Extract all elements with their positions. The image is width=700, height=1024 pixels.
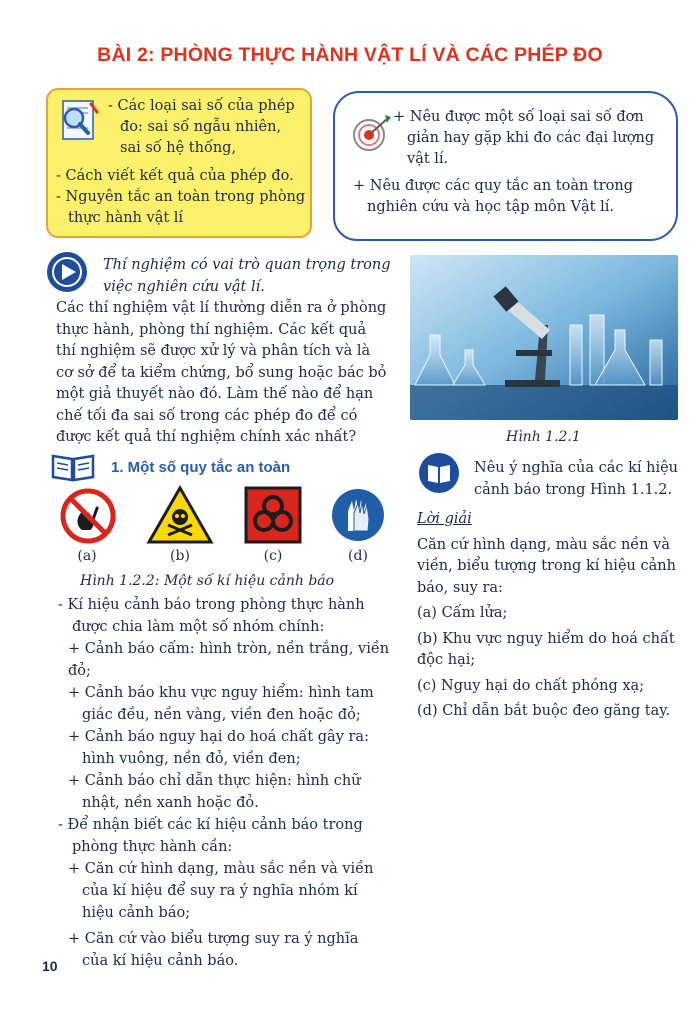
rule-line: hiệu cảnh báo; xyxy=(82,905,191,921)
objectives-box xyxy=(333,91,678,241)
answer-line: báo, suy ra: xyxy=(417,579,503,596)
no-fire-sign-icon xyxy=(60,488,116,544)
lab-photo xyxy=(410,255,678,420)
rule-line: + Cảnh báo nguy hại do hoá chất gây ra: xyxy=(68,729,369,745)
answer-line: viền, biểu tượng trong kí hiệu cảnh xyxy=(417,558,676,574)
play-icon xyxy=(46,251,88,293)
answer-item: độc hại; xyxy=(417,652,476,668)
sign-label: (d) xyxy=(348,548,368,564)
answer-heading: Lời giải xyxy=(417,511,472,527)
section-heading: 1. Một số quy tắc an toàn xyxy=(111,459,291,476)
biohazard-sign-icon xyxy=(244,486,302,544)
answer-item: (b) Khu vực nguy hiểm do hoá chất xyxy=(417,630,675,647)
topic-line: sai số hệ thống, xyxy=(120,140,237,156)
rule-line: của kí hiệu để suy ra ý nghĩa nhóm kí xyxy=(82,883,358,899)
topic-line: đo: sai số ngẫu nhiên, xyxy=(120,119,282,135)
intro-paragraph-line: thí nghiệm sẽ được xử lý và phân tích và là xyxy=(56,343,371,359)
sign-label: (b) xyxy=(170,548,190,564)
page-number: 10 xyxy=(42,958,58,974)
intro-paragraph-line: một giả thuyết nào đó. Làm thế nào để hạn xyxy=(56,386,374,402)
figure-caption: Hình 1.2.2: Một số kí hiệu cảnh báo xyxy=(80,573,335,589)
rule-line: + Cảnh báo chỉ dẫn thực hiện: hình chữ xyxy=(68,773,361,789)
rule-line: + Cảnh báo khu vực nguy hiểm: hình tam xyxy=(68,685,374,701)
objective-line: giản hay gặp khi đo các đại lượng xyxy=(407,130,655,146)
magnifier-document-icon xyxy=(56,98,100,142)
sign-label: (c) xyxy=(263,548,283,564)
question-line: Nêu ý nghĩa của các kí hiệu xyxy=(474,460,679,476)
intro-paragraph-line: thực hành, phòng thí nghiệm. Các kết quả xyxy=(56,321,367,338)
rule-line: + Căn cứ hình dạng, màu sắc nền và viền xyxy=(68,861,374,877)
gloves-required-sign-icon xyxy=(330,487,386,543)
rule-line: hình vuông, nền đỏ, viền đen; xyxy=(82,751,301,767)
book-icon xyxy=(50,452,96,482)
intro-lead: Thí nghiệm có vai trò quan trọng trong xyxy=(103,257,391,273)
intro-paragraph-line: cơ sở để ta kiểm chứng, bổ sung hoặc bác bỏ xyxy=(56,364,387,381)
rule-line: được chia làm một số nhóm chính: xyxy=(72,619,325,635)
sign-label: (a) xyxy=(77,548,97,564)
rule-line: + Cảnh báo cấm: hình tròn, nền trắng, viền đỏ; xyxy=(68,641,390,679)
intro-paragraph-line: chế tối đa sai số trong các phép đo để có xyxy=(56,407,358,424)
answer-line: Căn cứ hình dạng, màu sắc nền và xyxy=(417,536,670,553)
objective-line: + Nêu được một số loại sai số đơn xyxy=(393,109,644,125)
page-title: BÀI 2: PHÒNG THỰC HÀNH VẬT LÍ VÀ CÁC PHÉP ĐO xyxy=(97,44,603,66)
rule-line: - Để nhận biết các kí hiệu cảnh báo trong xyxy=(58,817,363,833)
rule-line: nhật, nền xanh hoặc đỏ. xyxy=(82,795,259,811)
objective-line: + Nêu được các quy tắc an toàn trong xyxy=(353,178,634,194)
question-book-icon xyxy=(418,452,460,494)
answer-item: (a) Cấm lửa; xyxy=(417,605,508,621)
answer-item: (d) Chỉ dẫn bắt buộc đeo găng tay. xyxy=(417,703,671,719)
rule-line: của kí hiệu cảnh báo. xyxy=(82,953,239,969)
question-line: cảnh báo trong Hình 1.1.2. xyxy=(474,481,673,498)
topic-line: - Các loại sai số của phép xyxy=(108,98,295,114)
intro-paragraph-line: được kết quả thí nghiệm chính xác nhất? xyxy=(56,429,357,445)
objective-line: nghiên cứu và học tập môn Vật lí. xyxy=(367,199,615,215)
topic-line: - Cách viết kết quả của phép đo. xyxy=(56,168,294,184)
answer-item: (c) Nguy hại do chất phóng xạ; xyxy=(417,677,645,694)
figure-caption: Hình 1.2.1 xyxy=(506,429,581,445)
rule-line: - Kí hiệu cảnh báo trong phòng thực hành xyxy=(58,597,365,613)
rule-line: giác đều, nền vàng, viền đen hoặc đỏ; xyxy=(82,707,361,723)
intro-lead: việc nghiên cứu vật lí. xyxy=(103,278,265,295)
target-icon xyxy=(349,111,393,155)
objective-line: vật lí. xyxy=(407,151,449,167)
intro-paragraph-line: Các thí nghiệm vật lí thường diễn ra ở phòng xyxy=(56,300,387,316)
toxic-hazard-sign-icon xyxy=(146,485,214,545)
topic-line: - Nguyên tắc an toàn trong phòng xyxy=(56,189,306,205)
topics-box xyxy=(46,88,312,238)
topic-line: thực hành vật lí xyxy=(68,210,184,226)
rule-line: + Căn cứ vào biểu tượng suy ra ý nghĩa xyxy=(68,931,359,947)
rule-line: phòng thực hành cần: xyxy=(72,839,233,855)
